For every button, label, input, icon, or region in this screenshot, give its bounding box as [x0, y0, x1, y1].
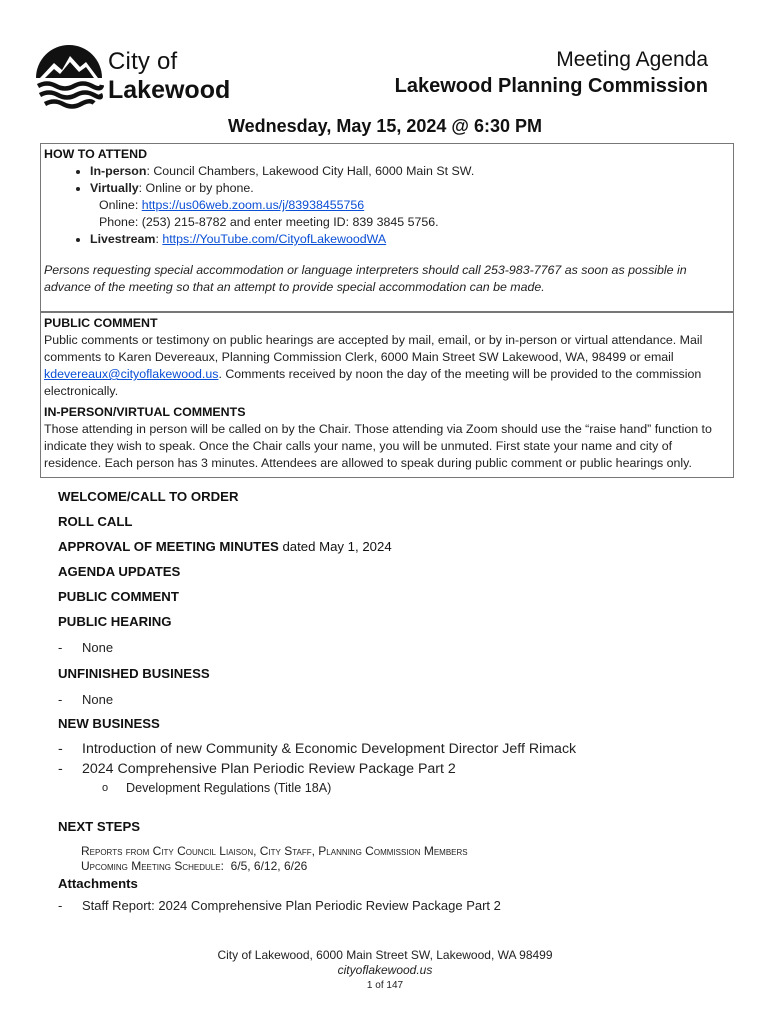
comment-text-1: Public comments or testimony on public hearings are accepted by mail, email, or by in-person or virtual attendance. Mail comments to Karen Devereaux, Planning Commission Clerk, 6000 Main Street SW Lakewood, WA, 98499 or email	[44, 333, 703, 364]
logo-line1: City of	[108, 48, 178, 75]
footer-page-number: 1 of 147	[366, 980, 404, 991]
public-comment-text	[44, 332, 730, 400]
logo-wordmark	[108, 50, 230, 103]
attend-list	[44, 163, 730, 197]
meeting-date: Wednesday, May 15, 2024 @ 6:30 PM	[227, 116, 543, 136]
attend-inperson	[90, 163, 730, 180]
phone-line: Phone: (253) 215-8782 and enter meeting ID: 839 3845 5756.	[99, 215, 439, 229]
how-to-attend-box	[40, 143, 734, 312]
city-logo-icon	[34, 42, 104, 114]
agenda-roll-call: ROLL CALL	[58, 514, 133, 529]
zoom-link[interactable]: https://us06web.zoom.us/j/83938455756	[141, 198, 365, 212]
new-business-subitem: o Development Regulations (Title 18A)	[58, 780, 738, 797]
how-to-attend-heading: HOW TO ATTEND	[44, 147, 148, 161]
footer-website: cityoflakewood.us	[337, 963, 433, 977]
document-subtitle: Lakewood Planning Commission	[394, 75, 708, 97]
agenda-unfinished: UNFINISHED BUSINESS	[58, 666, 210, 681]
public-comment-heading: PUBLIC COMMENT	[44, 316, 158, 330]
minutes-date: dated May 1, 2024	[278, 539, 392, 554]
schedule-dates: 6/5, 6/12, 6/26	[230, 859, 308, 873]
public-comment-box	[40, 312, 734, 478]
new-business-item-2: - 2024 Comprehensive Plan Periodic Review Package Part 2	[58, 761, 738, 778]
document-title: Meeting Agenda	[556, 48, 708, 71]
agenda-public-hearing: PUBLIC HEARING	[58, 614, 172, 629]
inperson-label: In-person	[90, 164, 147, 178]
virtual-label: Virtually	[90, 181, 139, 195]
schedule-line	[58, 859, 738, 874]
attend-virtual	[90, 180, 730, 197]
new-business-item-1: - Introduction of new Community & Economic Development Director Jeff Rimack	[58, 741, 602, 758]
virtual-comments-heading: IN-PERSON/VIRTUAL COMMENTS	[44, 405, 246, 419]
agenda-list	[58, 487, 738, 914]
agenda-new-business: NEW BUSINESS	[58, 716, 160, 731]
online-label: Online:	[99, 198, 142, 212]
minutes-label: APPROVAL OF MEETING MINUTES	[58, 539, 279, 554]
agenda-minutes	[58, 537, 738, 562]
schedule-label: Upcoming Meeting Schedule:	[81, 859, 224, 873]
comment-text-2: . Comments received by noon the day of the meeting will be provided to the commission electronically.	[44, 367, 702, 398]
livestream-sep: :	[155, 232, 163, 246]
inperson-text: : Council Chambers, Lakewood City Hall, 6000 Main St SW.	[146, 164, 475, 178]
clerk-email-link[interactable]: kdevereaux@cityoflakewood.us	[44, 367, 219, 381]
youtube-link[interactable]: https://YouTube.com/CityofLakewoodWA	[162, 232, 387, 246]
accommodation-note: Persons requesting special accommodation or language interpreters should call 253-983-7767 as soon as possible in advance of the meeting so that an attempt to provide special accommodation can be made.	[44, 263, 687, 294]
agenda-welcome: WELCOME/CALL TO ORDER	[58, 489, 239, 504]
unfinished-item: - None	[58, 691, 738, 708]
page-footer	[0, 948, 770, 993]
online-line	[44, 197, 730, 214]
attend-list-2	[44, 231, 730, 248]
agenda-attachments: Attachments	[58, 876, 138, 891]
document-header	[395, 48, 708, 98]
logo-line2: Lakewood	[108, 76, 231, 104]
footer-address: City of Lakewood, 6000 Main Street SW, Lakewood, WA 98499	[217, 948, 553, 962]
livestream-label: Livestream	[90, 232, 156, 246]
attachment-item: - Staff Report: 2024 Comprehensive Plan Periodic Review Package Part 2	[58, 897, 738, 914]
agenda-next-steps: NEXT STEPS	[58, 819, 141, 834]
agenda-public-comment: PUBLIC COMMENT	[58, 589, 179, 604]
attend-livestream	[90, 231, 730, 248]
agenda-updates: AGENDA UPDATES	[58, 564, 181, 579]
reports-line: Reports from City Council Liaison, City Staff, Planning Commission Members	[81, 844, 468, 858]
virtual-comments-text: Those attending in person will be called on by the Chair. Those attending via Zoom should use the “raise hand” function to indicate they wish to speak. Once the Chair calls your name, you will be unmuted. First state your name and city of residence. Each person has 3 minutes. Attendees are allowed to speak during public comment or public hearings only.	[44, 422, 712, 470]
hearing-item: - None	[58, 639, 738, 656]
virtual-text: : Online or by phone.	[138, 181, 254, 195]
